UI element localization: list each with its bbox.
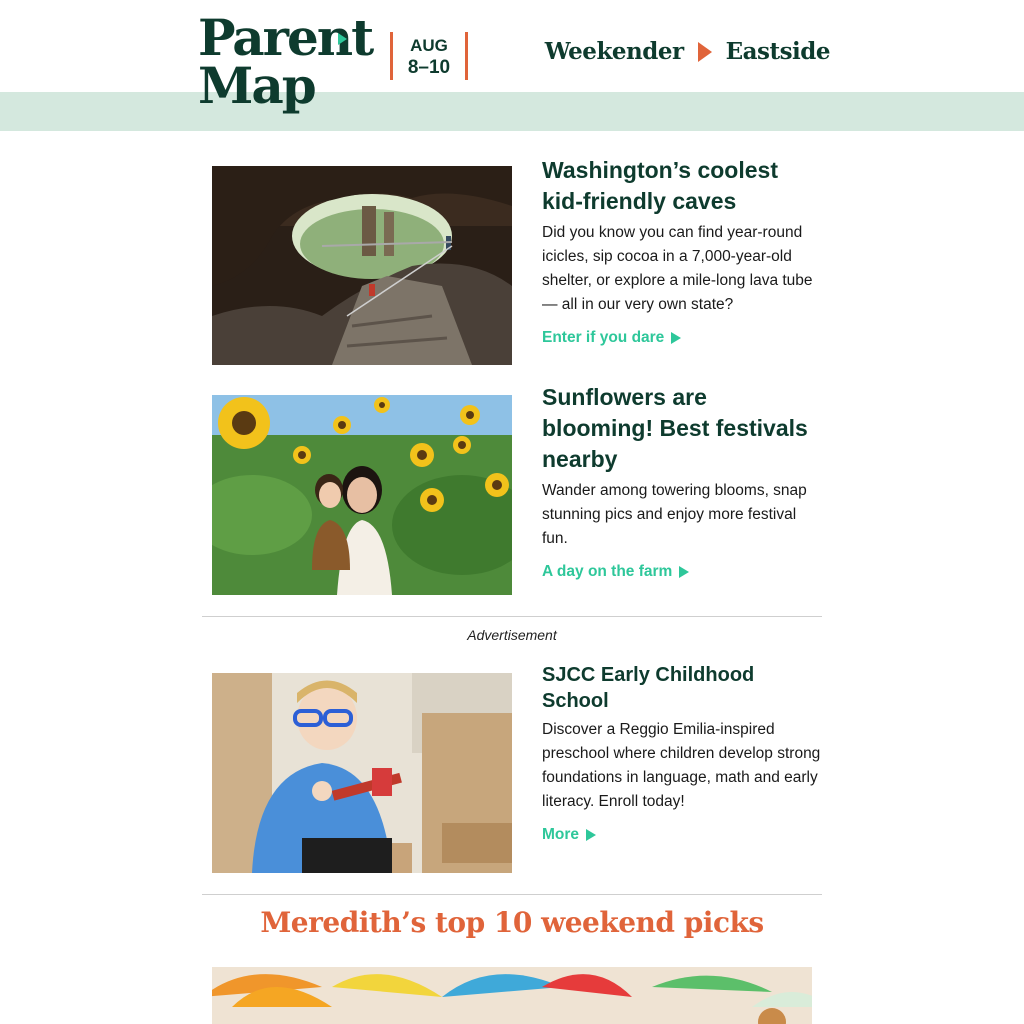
child-hammer-photo[interactable] xyxy=(212,673,512,873)
sunflower-photo-icon xyxy=(212,395,512,595)
cave-photo[interactable] xyxy=(212,166,512,365)
header-band xyxy=(0,92,1024,131)
play-triangle-icon xyxy=(698,42,712,62)
advertisement-label: Advertisement xyxy=(467,627,557,643)
ad-title[interactable]: SJCC Early Childhood School xyxy=(542,664,755,712)
arrow-right-icon xyxy=(671,332,681,344)
story-title[interactable]: Sunflowers are blooming! Best festivals nearby xyxy=(542,384,808,472)
story-body: Did you know you can find year-round icicles, sip cocoa in a 7,000-year-old shelter, or explore a mile-long lava tube — all in our very own state? xyxy=(542,224,813,313)
story-body: Wander among towering blooms, snap stunning pics and enjoy more festival fun. xyxy=(542,482,807,547)
umbrellas-photo-icon xyxy=(212,967,812,1024)
umbrellas-photo[interactable] xyxy=(212,967,812,1024)
ad-body: Discover a Reggio Emilia-inspired preschool where children develop strong foundations in language, math and early literacy. Enroll today! xyxy=(542,721,821,810)
enter-if-you-dare-link[interactable] xyxy=(542,329,681,347)
cta-label: More xyxy=(542,826,580,843)
logo-line-1: Parent xyxy=(198,8,373,67)
issue-date xyxy=(390,32,468,80)
arrow-right-icon xyxy=(679,566,689,578)
a-day-on-the-farm-link[interactable] xyxy=(542,563,689,581)
divider xyxy=(202,616,822,617)
newsletter-header xyxy=(0,0,1024,115)
edition-region: Eastside xyxy=(725,38,830,65)
story-title[interactable]: Washington’s coolest kid-friendly caves xyxy=(542,157,778,214)
sunflower-photo[interactable] xyxy=(212,395,512,595)
cta-label: A day on the farm xyxy=(542,563,673,580)
picks-heading[interactable]: Meredith’s top 10 weekend picks xyxy=(260,906,764,939)
issue-days: 8–10 xyxy=(407,57,451,78)
logo-triangle-icon xyxy=(338,33,347,45)
edition-label xyxy=(545,38,830,65)
more-link[interactable] xyxy=(542,826,596,844)
arrow-right-icon xyxy=(586,829,596,841)
cta-label: Enter if you dare xyxy=(542,329,665,346)
edition-weekender: Weekender xyxy=(544,38,684,65)
logo-line-2: Map xyxy=(198,56,315,115)
divider xyxy=(202,894,822,895)
child-hammer-photo-icon xyxy=(212,673,512,873)
cave-photo-icon xyxy=(212,166,512,365)
parentmap-logo[interactable] xyxy=(198,8,373,115)
issue-month: AUG xyxy=(410,36,448,55)
